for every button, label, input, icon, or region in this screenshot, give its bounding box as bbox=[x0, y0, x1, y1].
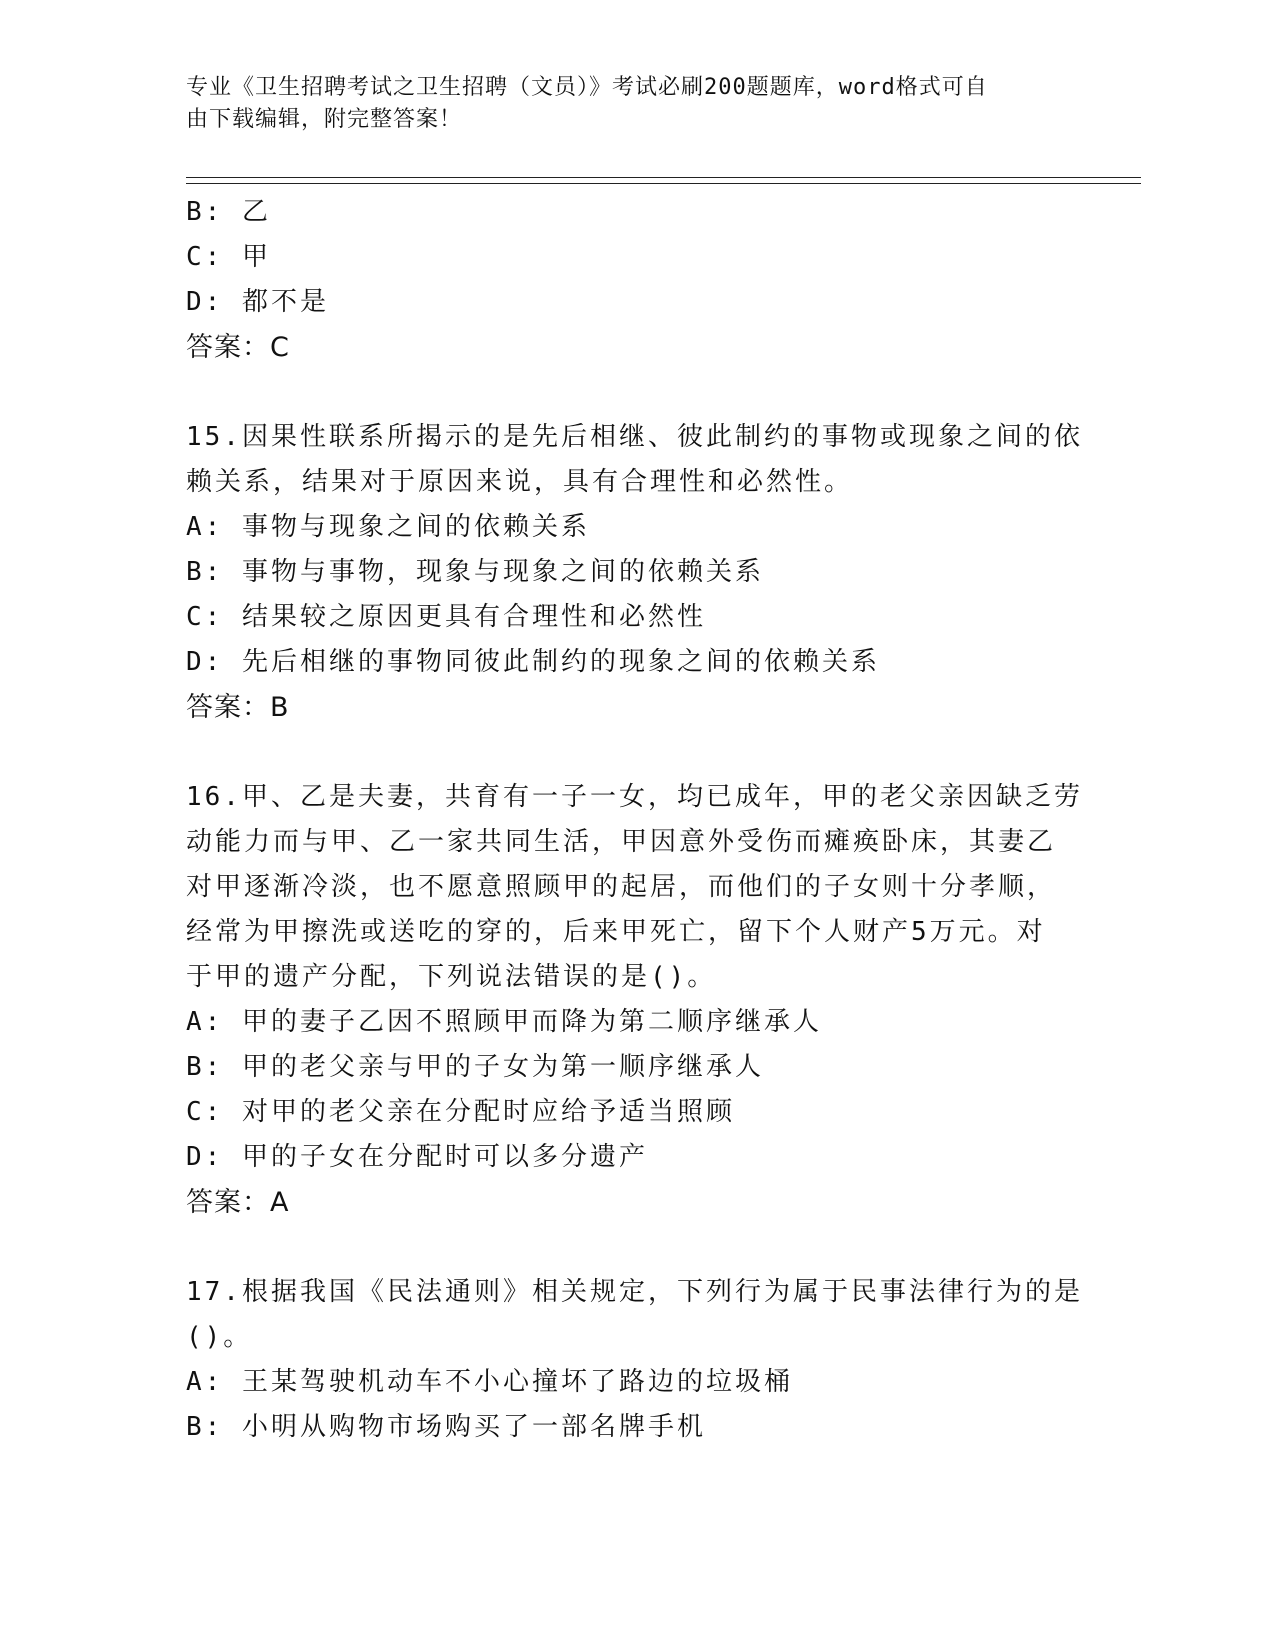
header-line-1: 专业《卫生招聘考试之卫生招聘（文员）》考试必刷200题题库，word格式可自 bbox=[186, 75, 988, 100]
spacer bbox=[186, 370, 1066, 415]
question-14-tail bbox=[186, 190, 1066, 370]
spacer bbox=[186, 730, 1066, 775]
question-16 bbox=[186, 775, 1083, 1225]
question-stem-line: 于甲的遗产分配，下列说法错误的是()。 bbox=[186, 962, 717, 992]
question-list bbox=[186, 190, 1083, 1450]
header-divider-top bbox=[186, 177, 1141, 178]
option-b: B: 乙 bbox=[186, 197, 271, 227]
option-b: B: 甲的老父亲与甲的子女为第一顺序继承人 bbox=[186, 1052, 764, 1082]
question-stem-line: ()。 bbox=[186, 1322, 253, 1352]
header-divider-bottom bbox=[186, 183, 1141, 184]
option-b: B: 小明从购物市场购买了一部名牌手机 bbox=[186, 1412, 706, 1442]
option-c: C: 对甲的老父亲在分配时应给予适当照顾 bbox=[186, 1097, 735, 1127]
question-15 bbox=[186, 415, 1083, 730]
question-stem-line: 动能力而与甲、乙一家共同生活，甲因意外受伤而瘫痪卧床，其妻乙 bbox=[186, 827, 1057, 857]
option-d: D: 都不是 bbox=[186, 287, 329, 317]
option-a: A: 王某驾驶机动车不小心撞坏了路边的垃圾桶 bbox=[186, 1367, 793, 1397]
option-d: D: 甲的子女在分配时可以多分遗产 bbox=[186, 1142, 648, 1172]
answer: 答案：C bbox=[186, 332, 290, 363]
question-stem-line: 赖关系，结果对于原因来说，具有合理性和必然性。 bbox=[186, 467, 854, 497]
question-stem-line: 经常为甲擦洗或送吃的穿的，后来甲死亡，留下个人财产5万元。对 bbox=[186, 917, 1046, 947]
option-b: B: 事物与事物，现象与现象之间的依赖关系 bbox=[186, 557, 764, 587]
option-a: A: 事物与现象之间的依赖关系 bbox=[186, 512, 590, 542]
spacer bbox=[186, 1225, 1066, 1270]
question-stem-line: 15.因果性联系所揭示的是先后相继、彼此制约的事物或现象之间的依 bbox=[186, 422, 1083, 452]
answer: 答案：A bbox=[186, 1187, 290, 1218]
option-c: C: 甲 bbox=[186, 242, 271, 272]
question-stem-line: 16.甲、乙是夫妻，共育有一子一女，均已成年，甲的老父亲因缺乏劳 bbox=[186, 782, 1083, 812]
document-header bbox=[186, 72, 1066, 136]
header-line-2: 由下载编辑，附完整答案！ bbox=[186, 107, 463, 132]
answer: 答案：B bbox=[186, 692, 290, 723]
question-stem-line: 17.根据我国《民法通则》相关规定，下列行为属于民事法律行为的是 bbox=[186, 1277, 1083, 1307]
option-d: D: 先后相继的事物同彼此制约的现象之间的依赖关系 bbox=[186, 647, 880, 677]
question-17 bbox=[186, 1270, 1083, 1450]
option-a: A: 甲的妻子乙因不照顾甲而降为第二顺序继承人 bbox=[186, 1007, 822, 1037]
option-c: C: 结果较之原因更具有合理性和必然性 bbox=[186, 602, 706, 632]
question-stem-line: 对甲逐渐冷淡，也不愿意照顾甲的起居，而他们的子女则十分孝顺， bbox=[186, 872, 1057, 902]
